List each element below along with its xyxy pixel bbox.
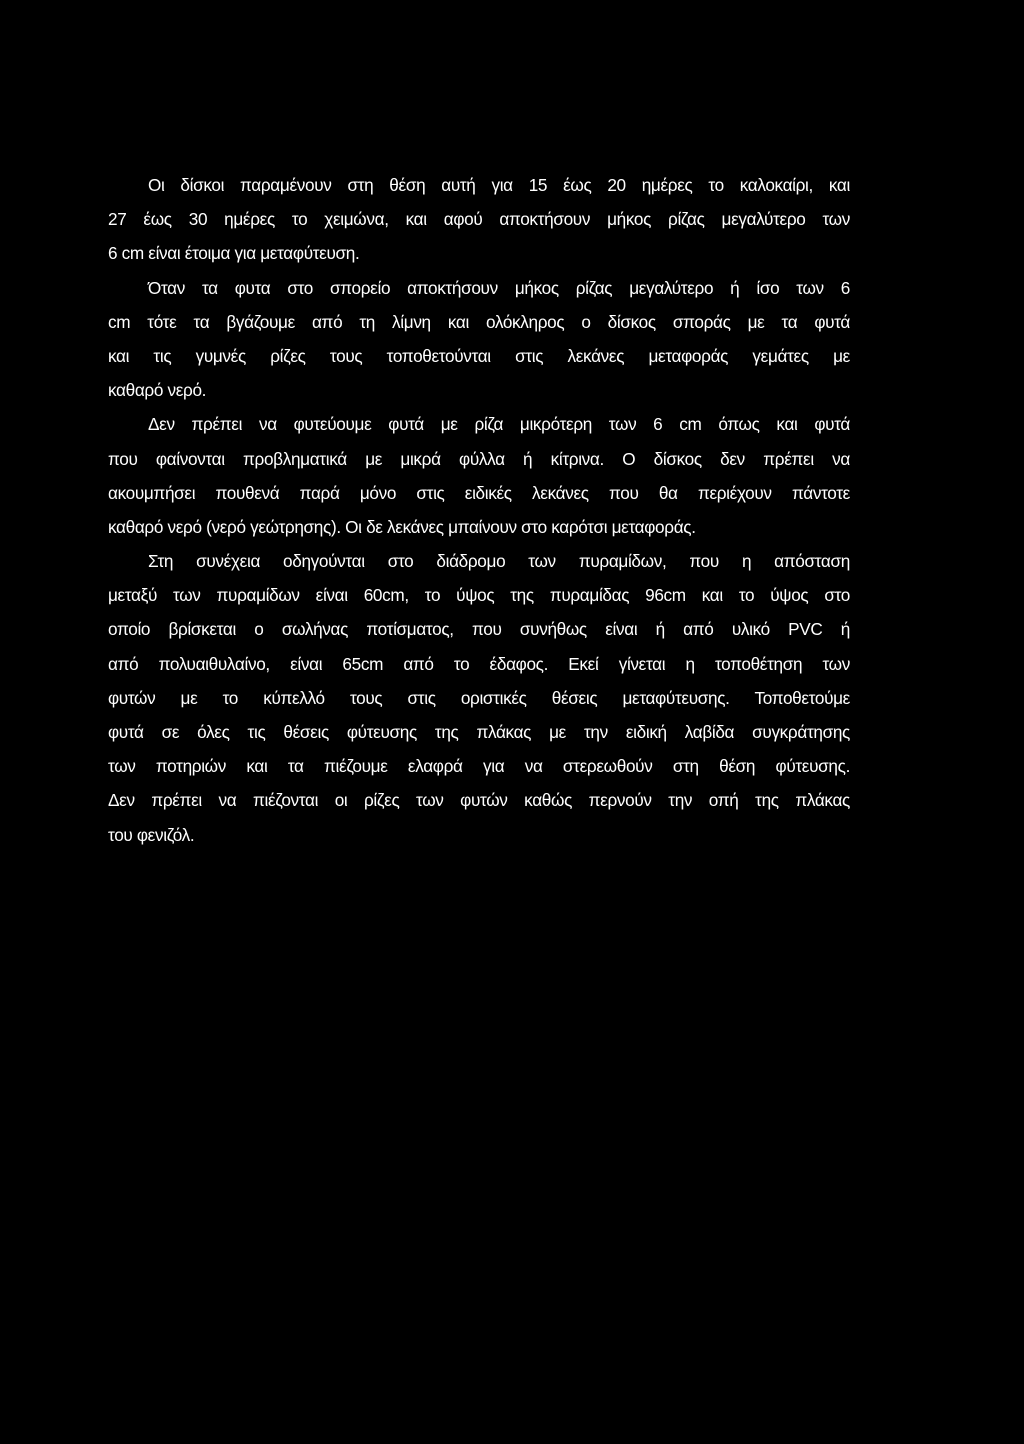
body-text <box>108 168 850 852</box>
text-line: ακουμπήσει πουθενά παρά μόνο στις ειδικές λεκάνες που θα περιέχουν πάντοτε <box>108 482 850 503</box>
text-line: cm τότε τα βγάζουμε από τη λίμνη και ολόκληρος ο δίσκος σποράς με τα φυτά <box>108 311 850 332</box>
text-line: Όταν τα φυτα στο σπορείο αποκτήσουν μήκος ρίζας μεγαλύτερο ή ίσο των 6 <box>148 277 850 298</box>
text-line: καθαρό νερό. <box>108 380 207 401</box>
text-line: Στη συνέχεια οδηγούνται στο διάδρομο των πυραμίδων, που η απόσταση <box>148 551 850 572</box>
text-line: που φαίνονται προβληματικά με μικρά φύλλα ή κίτρινα. Ο δίσκος δεν πρέπει να <box>108 448 850 469</box>
text-line: των ποτηριών και τα πιέζουμε ελαφρά για να στερεωθούν στη θέση φύτευσης. <box>108 756 850 777</box>
text-line: φυτά σε όλες τις θέσεις φύτευσης της πλάκας με την ειδική λαβίδα συγκράτησης <box>108 722 850 742</box>
text-line: μεταξύ των πυραμίδων είναι 60cm, το ύψος της πυραμίδας 96cm και το ύψος στο <box>108 585 850 606</box>
text-line: καθαρό νερό (νερό γεώτρησης). Οι δε λεκάνες μπαίνουν στο καρότσι μεταφοράς. <box>108 516 696 537</box>
text-line: από πολυαιθυλαίνο, είναι 65cm από το έδαφος. Εκεί γίνεται η τοποθέτηση των <box>108 653 850 674</box>
text-line: 6 cm είναι έτοιμα για μεταφύτευση. <box>108 243 360 264</box>
text-line: Οι δίσκοι παραμένουν στη θέση αυτή για 15 έως 20 ημέρες το καλοκαίρι, και <box>148 175 850 195</box>
text-line: Δεν πρέπει να πιέζονται οι ρίζες των φυτών καθώς περνούν την οπή της πλάκας <box>108 790 850 811</box>
text-line: Δεν πρέπει να φυτεύουμε φυτά με ρίζα μικρότερη των 6 cm όπως και φυτά <box>148 414 850 435</box>
text-line: φυτών με το κύπελλό τους στις οριστικές θέσεις μεταφύτευσης. Τοποθετούμε <box>108 687 850 708</box>
text-line: και τις γυμνές ρίζες τους τοποθετούνται στις λεκάνες μεταφοράς γεμάτες με <box>108 345 850 366</box>
text-line: οποίο βρίσκεται ο σωλήνας ποτίσματος, που συνήθως είναι ή από υλικό PVC ή <box>108 619 850 640</box>
text-line: του φενιζόλ. <box>108 824 195 845</box>
text-line: 27 έως 30 ημέρες το χειμώνα, και αφού αποκτήσουν μήκος ρίζας μεγαλύτερο των <box>108 209 850 230</box>
